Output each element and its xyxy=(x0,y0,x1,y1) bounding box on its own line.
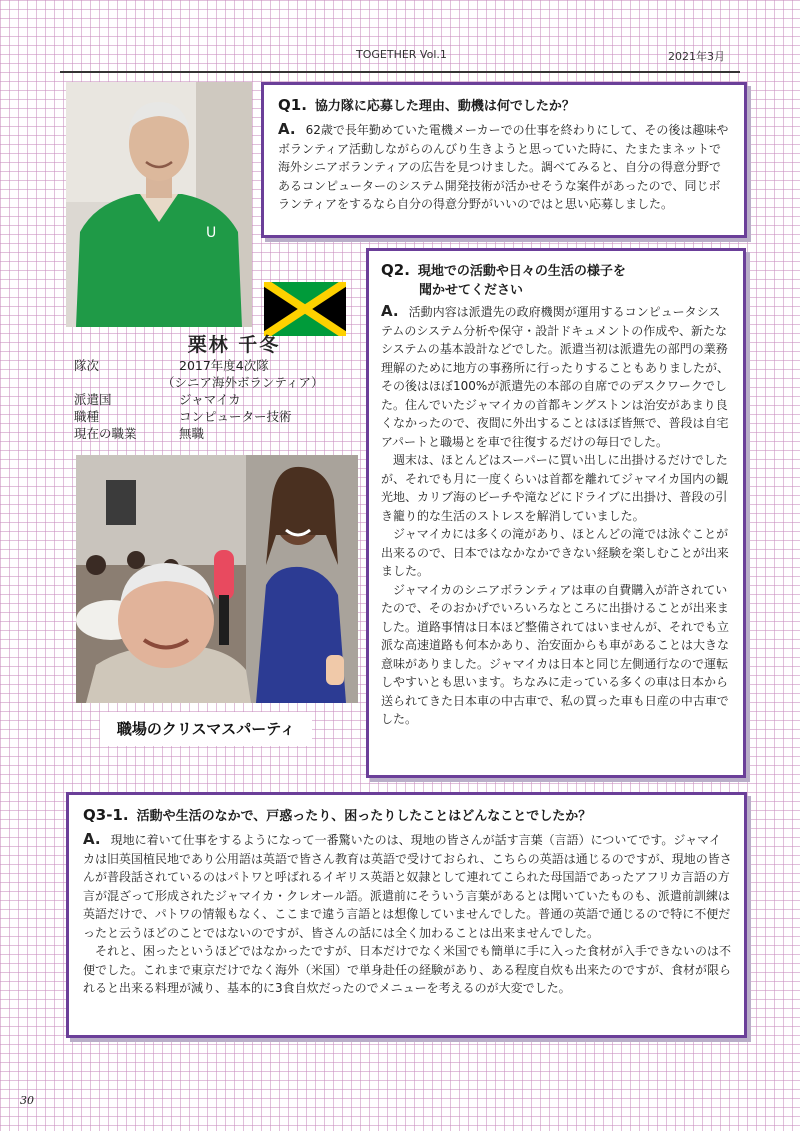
profile-key: 派遣国 xyxy=(74,392,112,407)
q2-question-line1: 現地での活動や日々の生活の様子を xyxy=(417,264,626,279)
q3-number: Q3-1. xyxy=(83,806,129,824)
q1-box xyxy=(261,82,747,238)
publication-title: TOGETHER Vol.1 xyxy=(356,48,447,61)
q2-paragraph: 活動内容は派遣先の政府機関が運用するコンピュータシステムのシステム分析や保守・設計ドキュメントの作成や、新たなシステムの基本設計などでした。派遣当初は派遣先の部門の業務理解のために地方の事務所に行ったりすることもありましたが、その後はほぼ100%が派遣先の本部の自席でのデスクワークでした。住んでいたジャマイカの首都キングストンは治安があまり良くなかったので、夜間に外出することはほぼ皆無で、普段は自宅アパートと職場とを車で往復するだけの毎日でした。 xyxy=(381,305,730,449)
profile-row xyxy=(74,357,354,374)
svg-text:U: U xyxy=(206,225,217,241)
issue-date: 2021年3月 xyxy=(668,50,725,63)
profile-row xyxy=(74,408,354,425)
q1-question-text: 協力隊に応募した理由、動機は何でしたか？ xyxy=(314,99,575,114)
profile-key: 職種 xyxy=(74,409,100,424)
profile-value: ジャマイカ xyxy=(179,392,241,407)
photo-caption: 職場のクリスマスパーティ xyxy=(100,712,312,746)
portrait-photo xyxy=(66,82,252,327)
q2-paragraph: ジャマイカのシニアボランティアは車の自費購入が許されていたので、そのおかげでいろいろなところに出掛けることが出来ました。道路事情は日本ほど整備されてはいませんが、それでも立派な高速道路も何本かあり、治安面からも車があることは大きな意味がありました。ジャマイカは日本と同じ左側通行なので運転しやすいとも思います。ちなみに走っている多くの車は日本から送られてきた日本車の中古車で、私の買った車も日産の中古車でした。 xyxy=(381,582,730,726)
q3-box xyxy=(66,792,747,1038)
profile-value: コンピューター技術 xyxy=(179,409,292,424)
q2-paragraph: ジャマイカには多くの滝があり、ほとんどの滝では泳ぐことが出来るので、日本ではなかなかできない経験を楽しむことが出来ました。 xyxy=(381,527,729,578)
christmas-party-photo xyxy=(76,455,358,703)
q3-question-text: 活動や生活のなかで、戸惑ったり、困ったりしたことはどんなことでしたか？ xyxy=(136,809,592,824)
page-number: 30 xyxy=(20,1094,34,1107)
profile-row xyxy=(74,391,354,408)
profile-key: 隊次 xyxy=(74,358,100,373)
profile-value: 2017年度4次隊 xyxy=(179,358,269,373)
profile-key xyxy=(74,374,162,391)
profile-key: 現在の職業 xyxy=(74,426,137,441)
q2-number: Q2. xyxy=(381,261,410,279)
q3-paragraph: 現地に着いて仕事をするようになって一番驚いたのは、現地の皆さんが話す言葉（言語）についてです。ジャマイカは旧英国植民地であり公用語は英語で皆さん教育は英語で受けておられ、こちらの英語は通じるのですが、現地の皆さんが普段話されているのはパトワと呼ばれるイギリス英語と奴隷として連れてこられた母国語であったアフリカ言語の方言が混ざって形成されたジャマイカ・クレオール語。派遣前にそういう言葉があるとは聞いていたものも、派遣前訓練は英語だけで、パトワの情報もなく、ここまで違う言語とは想像していませんでした。普通の英語で通じるので特に不便だったと云うほどのことではないのですが、皆さんの話には全く加わることは出来ませんでした。 xyxy=(83,833,732,940)
q2-question-line2: 聞かせてください xyxy=(419,283,524,298)
profile-row xyxy=(74,374,354,391)
q1-number: Q1. xyxy=(278,96,307,114)
profile-row xyxy=(74,425,354,442)
profile-block xyxy=(74,330,354,442)
q2-answer xyxy=(381,302,731,729)
q1-answer-mark: A. xyxy=(278,120,296,138)
q2-box xyxy=(366,248,746,778)
q3-question xyxy=(83,805,732,824)
q1-question xyxy=(278,95,732,114)
q2-paragraph: 週末は、ほとんどはスーパーに買い出しに出掛けるだけでしたが、それでも月に一度くらいは首都を離れてジャマイカ国内の観光地、カリブ海のビーチや滝などにドライブに出掛け、普段の引き籠り的な生活のストレスを解消していました。 xyxy=(381,453,729,523)
q2-answer-mark: A. xyxy=(381,302,399,320)
q1-answer-text: 62歳で長年勤めていた電機メーカーでの仕事を終わりにして、その後は趣味やボランティア活動しながらのんびり生きようと思っていた時に、たまたまネットで海外シニアボランティアの広告を見つけました。調べてみると、自分の得意分野であるコンピューターのシステム開発技術が活かせそうな案件があったので、同じボランティアをするなら自分の得意分野がいいのではと思い応募しました。 xyxy=(278,123,729,211)
profile-value: 無職 xyxy=(179,426,205,441)
header-rule xyxy=(60,71,740,73)
profile-value: （シニア海外ボランティア） xyxy=(162,375,324,390)
q3-answer xyxy=(83,830,732,998)
q3-answer-mark: A. xyxy=(83,830,101,848)
jamaica-flag xyxy=(264,282,346,336)
q3-paragraph: それと、困ったというほどではなかったですが、日本だけでなく米国でも簡単に手に入った食材が入手できないのは不便でした。これまで東京だけでなく海外（米国）で単身赴任の経験があり、ある程度自炊も出来たのですが、食材が限られると出来る料理が減り、基本的に3食自炊だったのでメニューを考えるのが大変でした。 xyxy=(83,944,732,995)
profile-name: 栗林 千冬 xyxy=(187,334,281,356)
q1-answer xyxy=(278,120,732,214)
q2-question xyxy=(381,260,731,298)
